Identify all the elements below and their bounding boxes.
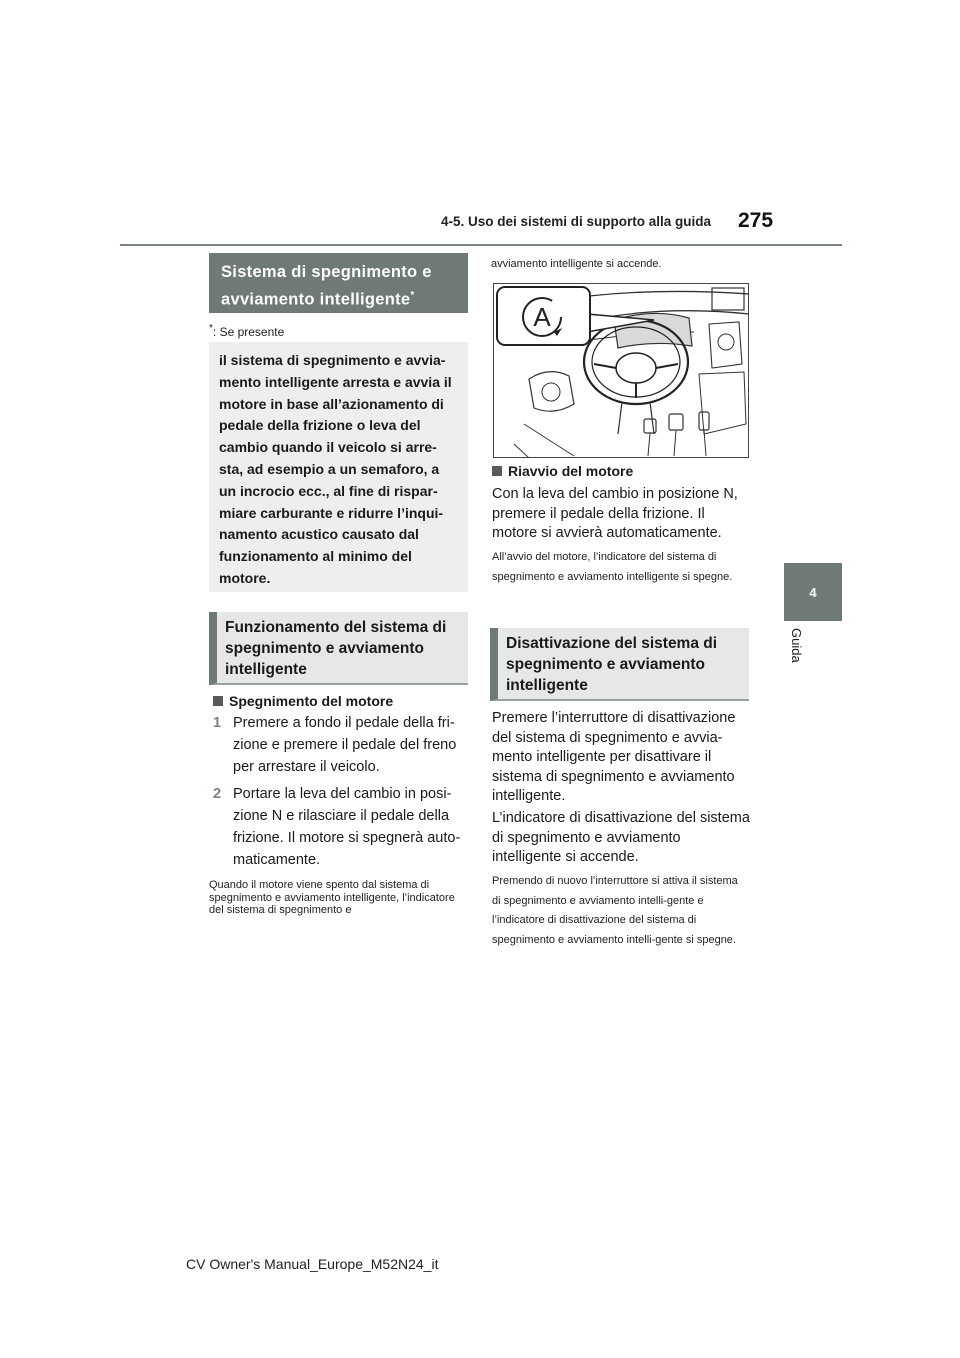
- chapter-label-text: Guida: [789, 628, 804, 663]
- note-engine-stop: Quando il motore viene spento dal sistema di spegnimento e avviamento intelligente, l’indicatore del sistema di spegnimento e: [209, 879, 455, 916]
- footnote: [209, 323, 284, 339]
- note-continuation: avviamento intelligente si accende.: [491, 258, 662, 270]
- subsection-engine-restart: [492, 463, 633, 479]
- chapter-label: [789, 628, 828, 688]
- section-title-asterisk: *: [410, 290, 415, 301]
- footnote-asterisk: *: [209, 323, 213, 334]
- restart-note: All’avvio del motore, l’indicatore del sistema di spegnimento e avviamento intelligente si spegne.: [492, 551, 733, 583]
- step-text: Premere a fondo il pedale della fri-zione e premere il pedale del freno per arrestare il veicolo.: [233, 715, 457, 775]
- subsection-engine-stop: [213, 693, 393, 709]
- section-title: [209, 253, 468, 313]
- header-section-title: 4-5. Uso dei sistemi di supporto alla guida: [441, 214, 712, 229]
- callout-label: A: [533, 302, 551, 332]
- subheader-operation: Funzionamento del sistema di spegnimento e avviamento intelligente: [209, 612, 468, 685]
- indicator-paragraph: L’indicatore di disattivazione del sistema di spegnimento e avviamento intelligente si accende.: [492, 810, 750, 865]
- deactivation-paragraph: Premere l’interruttore di disattivazione del sistema di spegnimento e avvia-mento intelligente per disattivare il sistema di spegnimento e avviamento intelligente.: [492, 710, 736, 804]
- subsection-engine-stop-label: Spegnimento del motore: [229, 693, 394, 709]
- summary-box: il sistema di spegnimento e avvia-mento intelligente arresta e avvia il motore in base all’azionamento di pedale della frizione o leva del cambio quando il veicolo si arre-sta, ad esempio a un semaforo, a un incrocio ecc., al fine di rispar-miare carburante e ridurre l’inqui-namento acustico causato dal funzionamento al minimo del motore.: [209, 342, 468, 592]
- step-number: 1: [213, 715, 222, 731]
- subheader-deactivation: Disattivazione del sistema di spegnimento e avviamento intelligente: [490, 628, 749, 701]
- footnote-text: : Se presente: [212, 325, 285, 339]
- square-bullet-icon: [213, 696, 223, 706]
- step-1: [213, 712, 468, 778]
- square-bullet-icon: [492, 466, 502, 476]
- step-2: [213, 783, 468, 871]
- dashboard-illustration: [493, 283, 749, 458]
- footer-manual-id: CV Owner's Manual_Europe_M52N24_it: [186, 1256, 439, 1272]
- step-number: 2: [213, 786, 222, 802]
- restart-paragraph: Con la leva del cambio in posizione N, premere il pedale della frizione. Il motore si avvierà automaticamente.: [492, 486, 738, 541]
- header-divider: [120, 244, 842, 246]
- chapter-tab: 4: [784, 563, 842, 621]
- subsection-engine-restart-label: Riavvio del motore: [508, 463, 634, 479]
- section-title-text: Sistema di spegnimento e avviamento intelligente: [221, 263, 432, 309]
- reactivation-note: Premendo di nuovo l’interruttore si attiva il sistema di spegnimento e avviamento intelli-gente e l’indicatore di disattivazione del sistema di spegnimento e avviamento intelli-gente si spegne.: [492, 875, 738, 946]
- step-text: Portare la leva del cambio in posi-zione N e rilasciare il pedale della frizione. Il motore si spegnerà auto-maticamente.: [233, 786, 461, 868]
- page-number: 275: [738, 209, 774, 232]
- steering-wheel-illustration: [494, 284, 749, 458]
